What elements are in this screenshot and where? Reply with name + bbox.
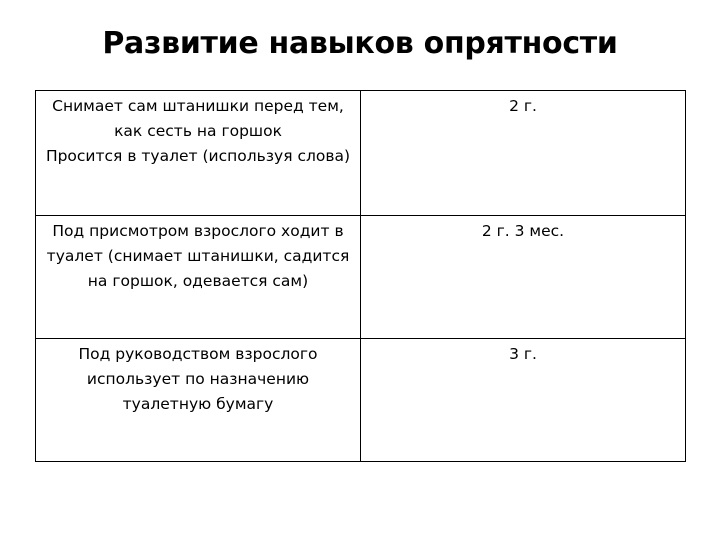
age-cell: 2 г. 3 мес. bbox=[361, 216, 686, 339]
skill-text-line: на горшок, одевается сам) bbox=[87, 272, 309, 290]
skill-text-line: Под присмотром взрослого ходит в bbox=[52, 222, 344, 240]
skill-text-line: туалетную бумагу bbox=[122, 395, 274, 413]
skill-text-line: Просится в туалет (используя слова) bbox=[45, 147, 351, 165]
table-row bbox=[36, 339, 686, 462]
skills-table bbox=[35, 90, 686, 462]
age-cell: 3 г. bbox=[361, 339, 686, 462]
skill-text-line: Под руководством взрослого bbox=[78, 345, 318, 363]
table-row bbox=[36, 216, 686, 339]
skill-text-line: Снимает сам штанишки перед тем, bbox=[52, 97, 344, 115]
skill-cell bbox=[36, 91, 361, 216]
skill-text-line: туалет (снимает штанишки, садится bbox=[46, 247, 350, 265]
table-row bbox=[36, 91, 686, 216]
skill-text-line: использует по назначению bbox=[86, 370, 310, 388]
skill-cell bbox=[36, 216, 361, 339]
page-title: Развитие навыков опрятности bbox=[102, 26, 618, 61]
skill-cell bbox=[36, 339, 361, 462]
skill-text-line: как сесть на горшок bbox=[114, 122, 282, 140]
age-cell: 2 г. bbox=[361, 91, 686, 216]
